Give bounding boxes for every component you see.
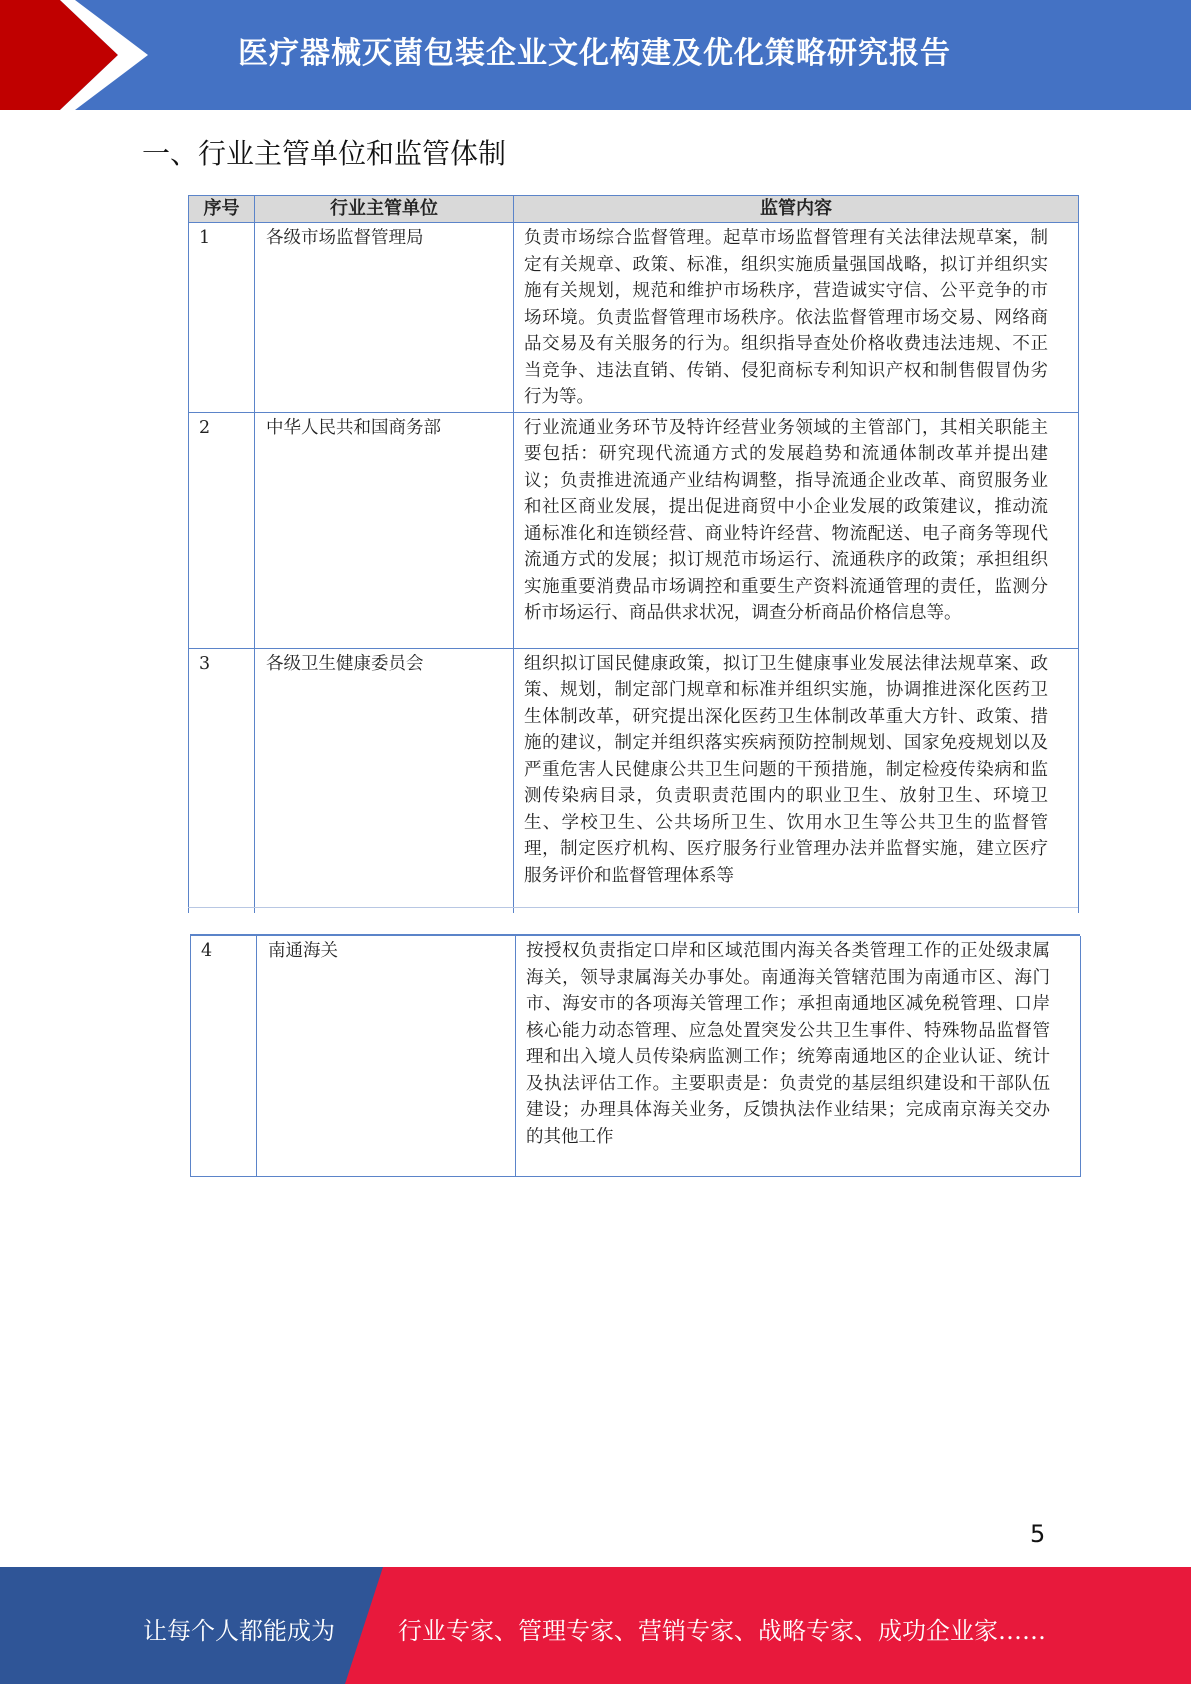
row-content: 行业流通业务环节及特许经营业务领域的主管部门，其相关职能主要包括：研究现代流通方式的发展趋势和流通体制改革并提出建议；负责推进流通产业结构调整，指导流通企业改革、商贸服务业和社区商业发展，提出促进商贸中小企业发展的政策建议，推动流通标准化和连锁经营、商业特许经营、物流配送、电子商务等现代流通方式的发展；拟订规范市场运行、流通秩序的政策；承担组织实施重要消费品市场调控和重要生产资料流通管理的责任，监测分析市场运行、商品供求状况，调查分析商品价格信息等。 <box>514 412 1079 648</box>
table-row <box>189 223 1079 413</box>
row-department: 南通海关 <box>257 936 516 1176</box>
table-row <box>189 412 1079 648</box>
report-title: 医疗器械灭菌包装企业文化构建及优化策略研究报告 <box>238 36 951 71</box>
header-content: 监管内容 <box>514 196 1079 223</box>
regulation-table <box>188 195 1079 913</box>
regulation-table-continued <box>190 936 1081 1177</box>
row-index: 4 <box>191 936 257 1176</box>
page-number: 5 <box>1030 1520 1046 1548</box>
row-index: 1 <box>189 223 255 413</box>
footer-slogan-right: 行业专家、管理专家、营销专家、战略专家、成功企业家…… <box>398 1617 1046 1645</box>
row-index: 3 <box>189 648 255 913</box>
table-header-row <box>189 196 1079 223</box>
row-department: 中华人民共和国商务部 <box>255 412 514 648</box>
row-content: 负责市场综合监督管理。起草市场监督管理有关法律法规草案，制定有关规章、政策、标准，组织实施质量强国战略，拟订并组织实施有关规划，规范和维护市场秩序，营造诚实守信、公平竞争的市场环境。负责监督管理市场秩序。依法监督管理市场交易、网络商品交易及有关服务的行为。组织指导查处价格收费违法违规、不正当竞争、违法直销、传销、侵犯商标专利知识产权和制售假冒伪劣行为等。 <box>514 223 1079 413</box>
table-row <box>189 648 1079 913</box>
header-banner <box>0 0 1191 110</box>
header-department: 行业主管单位 <box>255 196 514 223</box>
row-content: 按授权负责指定口岸和区域范围内海关各类管理工作的正处级隶属海关，领导隶属海关办事处。南通海关管辖范围为南通市区、海门市、海安市的各项海关管理工作；承担南通地区减免税管理、口岸核心能力动态管理、应急处置突发公共卫生事件、特殊物品监督管理和出入境人员传染病监测工作；统筹南通地区的企业认证、统计及执法评估工作。主要职责是：负责党的基层组织建设和干部队伍建设；办理具体海关业务，反馈执法作业结果；完成南京海关交办的其他工作 <box>516 936 1081 1176</box>
table-page-break-line <box>188 907 1078 908</box>
footer-slogan-left: 让每个人都能成为 <box>143 1617 335 1645</box>
row-content: 组织拟订国民健康政策，拟订卫生健康事业发展法律法规草案、政策、规划，制定部门规章和标准并组织实施，协调推进深化医药卫生体制改革，研究提出深化医药卫生体制改革重大方针、政策、措施的建议，制定并组织落实疾病预防控制规划、国家免疫规划以及严重危害人民健康公共卫生问题的干预措施，制定检疫传染病和监测传染病目录，负责职责范围内的职业卫生、放射卫生、环境卫生、学校卫生、公共场所卫生、饮用水卫生等公共卫生的监督管理，制定医疗机构、医疗服务行业管理办法并监督实施，建立医疗服务评价和监督管理体系等 <box>514 648 1079 913</box>
table-row <box>191 936 1081 1176</box>
header-index: 序号 <box>189 196 255 223</box>
chevron-arrow-icon <box>0 0 160 110</box>
row-index: 2 <box>189 412 255 648</box>
row-department: 各级市场监督管理局 <box>255 223 514 413</box>
section-heading: 一、行业主管单位和监管体制 <box>142 137 507 170</box>
footer-banner <box>0 1567 1191 1684</box>
row-department: 各级卫生健康委员会 <box>255 648 514 913</box>
